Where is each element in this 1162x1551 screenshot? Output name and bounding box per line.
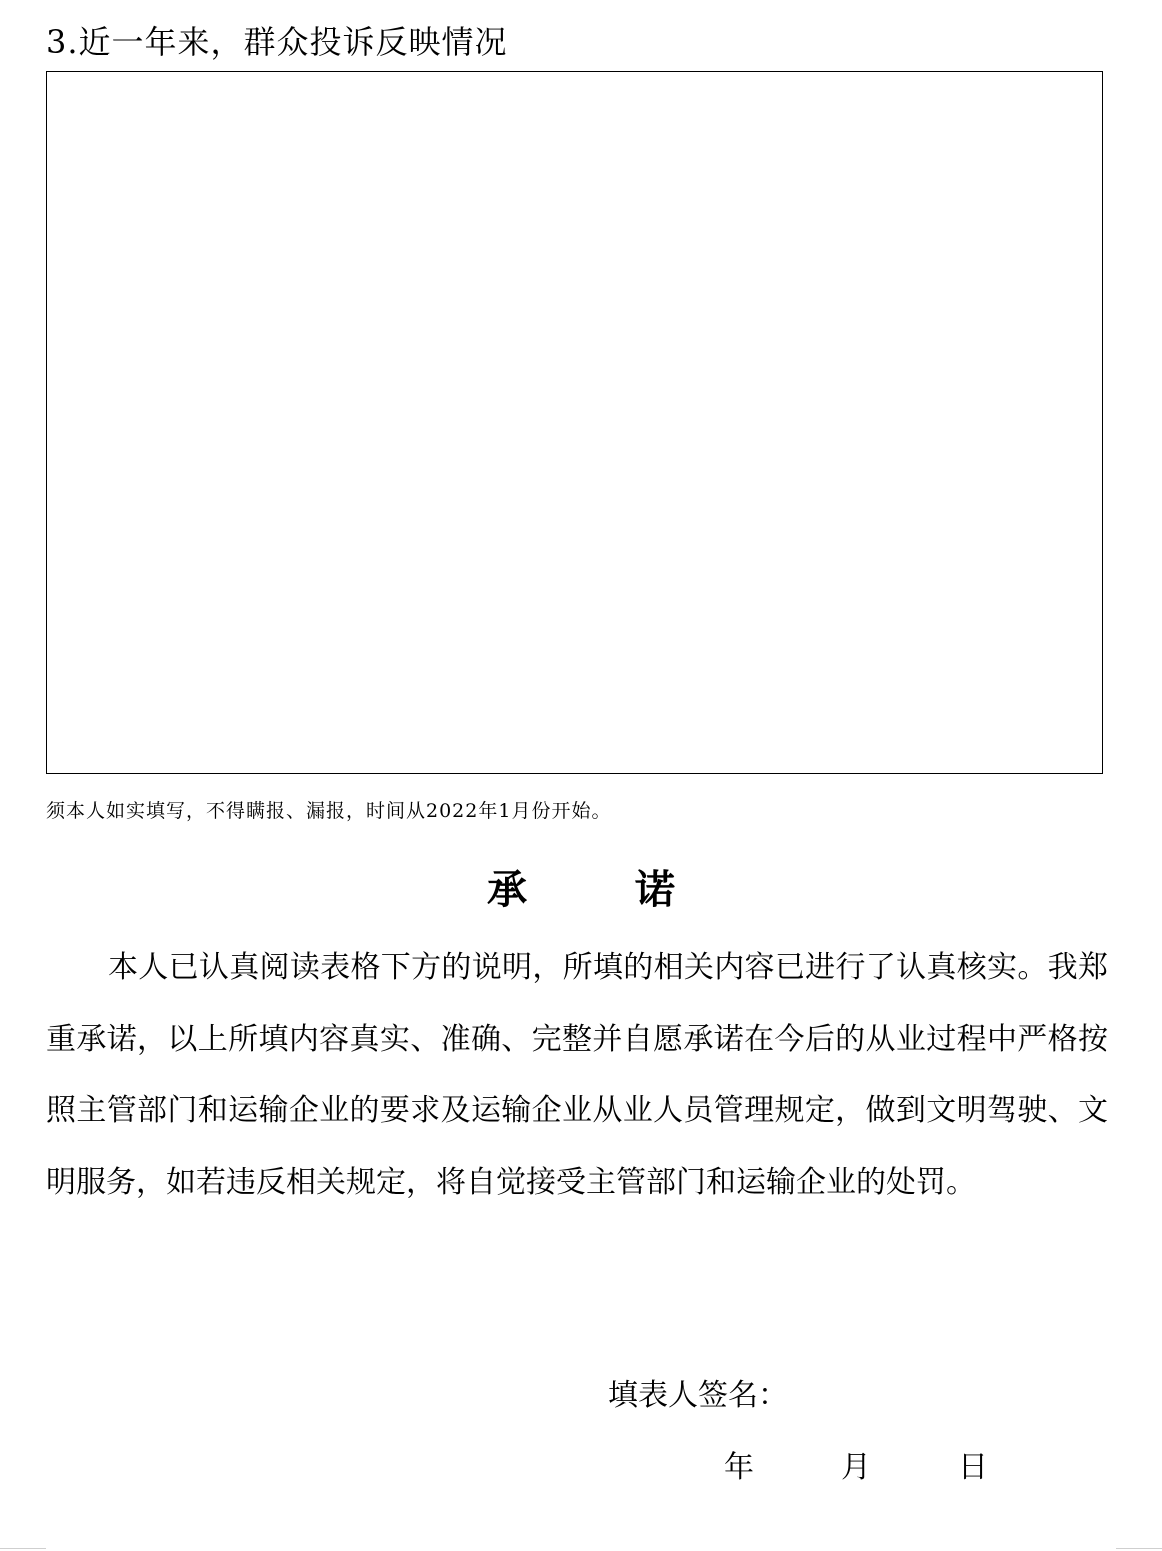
pledge-body	[46, 932, 1108, 1218]
fill-instruction-note: 须本人如实填写，不得瞒报、漏报，时间从2022年1月份开始。	[46, 800, 612, 822]
page-corner-mark-left	[0, 1548, 46, 1549]
section-heading: 3.近一年来，群众投诉反映情况	[46, 23, 508, 61]
pledge-title-left: 承	[487, 866, 527, 913]
page-corner-mark-right	[1116, 1548, 1162, 1549]
signature-date	[724, 1446, 988, 1490]
date-month-label: 月	[841, 1450, 871, 1485]
signature-label: 填表人签名：	[608, 1378, 788, 1413]
pledge-paragraph: 本人已认真阅读表格下方的说明，所填的相关内容已进行了认真核实。我郑重承诺，以上所填内容真实、准确、完整并自愿承诺在今后的从业过程中严格按照主管部门和运输企业的要求及运输企业从业人员管理规定，做到文明驾驶、文明服务，如若违反相关规定，将自觉接受主管部门和运输企业的处罚。	[46, 950, 1108, 1200]
pledge-title	[0, 862, 1162, 918]
date-day-label: 日	[958, 1450, 988, 1485]
date-year-label: 年	[724, 1450, 754, 1485]
pledge-title-right: 诺	[635, 866, 675, 913]
complaint-entry-box[interactable]	[46, 71, 1103, 774]
